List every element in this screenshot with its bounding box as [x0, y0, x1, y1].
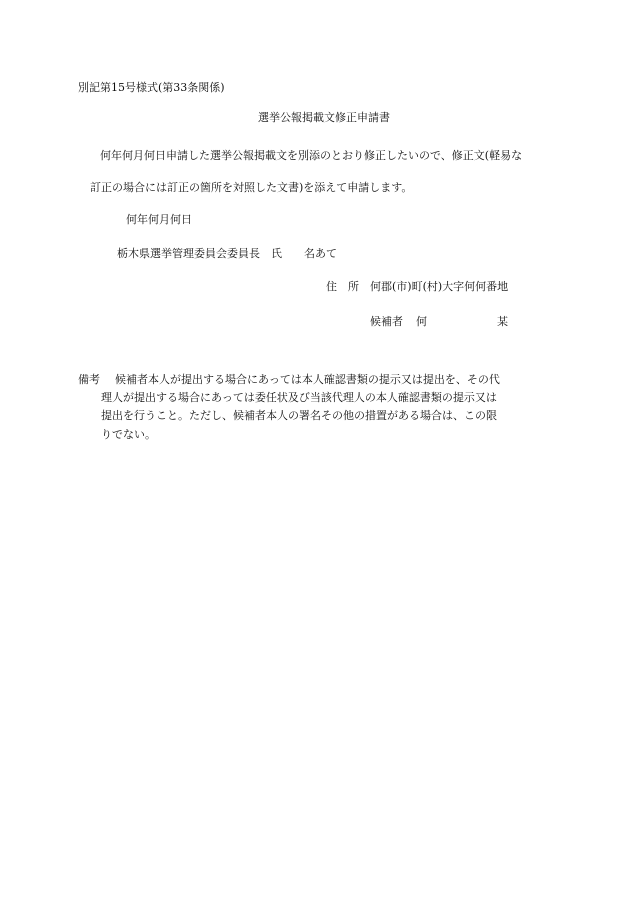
body-text-line-1: 何年何月何日申請した選挙公報掲載文を別添のとおり修正したいので、修正文(軽易な	[100, 149, 523, 162]
candidate-name: 何	[416, 315, 427, 328]
address-label: 住 所	[326, 280, 359, 293]
addressee: 栃木県選挙管理委員会委員長 氏 名あて	[117, 247, 337, 260]
document-title: 選挙公報掲載文修正申請書	[258, 111, 390, 124]
form-number: 別記第15号様式(第33条関係)	[78, 81, 225, 94]
address-value: 何郡(市)町(村)大字何何番地	[370, 280, 509, 293]
remarks-line-2: 理人が提出する場合にあっては委任状及び当該代理人の本人確認書類の提示又は	[101, 391, 497, 404]
candidate-label: 候補者	[370, 315, 403, 328]
body-text-line-2: 訂正の場合には訂正の箇所を対照した文書)を添えて申請します。	[90, 181, 413, 194]
candidate-name-2: 某	[497, 315, 508, 328]
remarks-label: 備考	[78, 373, 100, 386]
application-date: 何年何月何日	[126, 213, 192, 226]
remarks-line-4: りでない。	[101, 428, 156, 441]
remarks-line-1: 候補者本人が提出する場合にあっては本人確認書類の提示又は提出を、その代	[115, 373, 500, 386]
remarks-line-3: 提出を行うこと。ただし、候補者本人の署名その他の措置がある場合は、この限	[101, 409, 497, 422]
